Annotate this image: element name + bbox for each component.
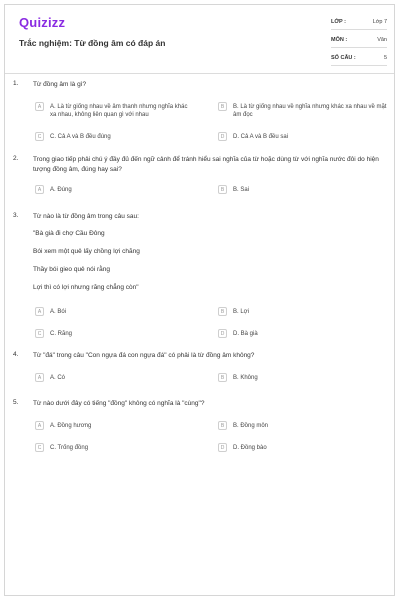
option-text: A. Có [50,375,66,381]
option-c[interactable] [35,329,195,338]
question-text: Từ đồng âm là gì? [33,81,87,88]
option-letter: A [35,102,44,111]
option-letter: A [35,307,44,316]
option-letter: A [35,421,44,430]
option-d[interactable] [218,443,388,452]
option-c[interactable] [35,443,195,452]
question-number: 5. [13,399,19,406]
option-letter: B [218,373,227,382]
option-text: D. Đồng bào [233,445,267,451]
option-b[interactable] [218,307,388,316]
option-text: B. Sai [233,187,250,193]
question-text: Trong giao tiếp phải chú ý đầy đủ đến ngữ cảnh để tránh hiểu sai nghĩa của từ hoặc dùng từ với nghĩa nước đôi do hiện tượng đồng âm, đúng hay sai? [33,156,379,173]
option-text: A. Bói [50,309,67,315]
option-letter: A [35,373,44,382]
question-number: 2. [13,155,19,162]
poem-line: Thầy bói gieo quẻ nói rằng [33,266,110,273]
meta-info [331,14,387,68]
option-b[interactable] [218,102,388,119]
option-b[interactable] [218,373,388,382]
question-number: 4. [13,351,19,358]
option-letter: C [35,443,44,452]
option-letter: A [35,185,44,194]
meta-label: LỚP : [331,18,346,25]
option-text: B. Không [233,375,258,381]
option-a[interactable] [35,102,195,119]
option-d[interactable] [218,329,388,338]
option-text: C. Răng [50,331,73,337]
poem-line: Bói xem một quẻ lấy chồng lợi chăng [33,248,140,255]
option-letter: C [35,132,44,141]
option-text: A. Đúng [50,187,72,193]
question-number: 1. [13,80,19,87]
option-b[interactable] [218,185,388,194]
option-text: D. Cả A và B đều sai [233,134,289,140]
meta-value: Lớp 7 [372,18,387,25]
option-text: B. Là từ giống nhau về nghĩa nhưng khác xa nhau về mặt âm đọc [233,104,387,118]
quiz-title: Trắc nghiệm: Từ đồng âm có đáp án [19,38,166,48]
option-letter: B [218,102,227,111]
question-text: Từ "đá" trong câu "Con ngựa đá con ngựa đá" có phải là từ đồng âm không? [33,352,255,359]
poem-line: "Bà già đi chợ Cầu Đông [33,230,105,237]
option-text: B. Đồng môn [233,423,269,429]
option-a[interactable] [35,421,195,430]
meta-row-subject [331,32,387,48]
question-text: Từ nào dưới đây có tiếng "đồng" không có nghĩa là "cùng"? [33,400,205,407]
meta-row-class [331,14,387,30]
option-letter: D [218,443,227,452]
worksheet [4,4,395,596]
poem-line: Lợi thì có lợi nhưng răng chẳng còn" [33,284,139,291]
option-text: B. Lợi [233,309,249,315]
quizizz-logo: Quizizz [19,15,66,30]
option-d[interactable] [218,132,388,141]
question-number: 3. [13,212,19,219]
option-b[interactable] [218,421,388,430]
option-a[interactable] [35,373,195,382]
question-text: Từ nào là từ đồng âm trong câu sau: [33,213,139,220]
meta-label: MÔN : [331,36,348,43]
worksheet-header [5,5,394,73]
meta-row-count [331,50,387,66]
option-letter: D [218,329,227,338]
option-text: D. Bà già [233,331,258,337]
meta-value: Văn [377,36,387,43]
option-letter: B [218,421,227,430]
option-letter: D [218,132,227,141]
option-c[interactable] [35,132,195,141]
option-letter: B [218,185,227,194]
meta-label: SỐ CÂU : [331,54,356,61]
option-letter: B [218,307,227,316]
option-text: C. Trống đồng [50,445,89,451]
meta-value: 5 [383,54,387,61]
option-a[interactable] [35,185,195,194]
option-letter: C [35,329,44,338]
option-text: A. Đồng hương [50,423,92,429]
option-a[interactable] [35,307,195,316]
option-text: A. Là từ giống nhau về âm thanh nhưng nghĩa khác xa nhau, không liên quan gì với nhau [50,104,188,118]
option-text: C. Cả A và B đều đúng [50,134,111,140]
header-divider [5,73,394,74]
